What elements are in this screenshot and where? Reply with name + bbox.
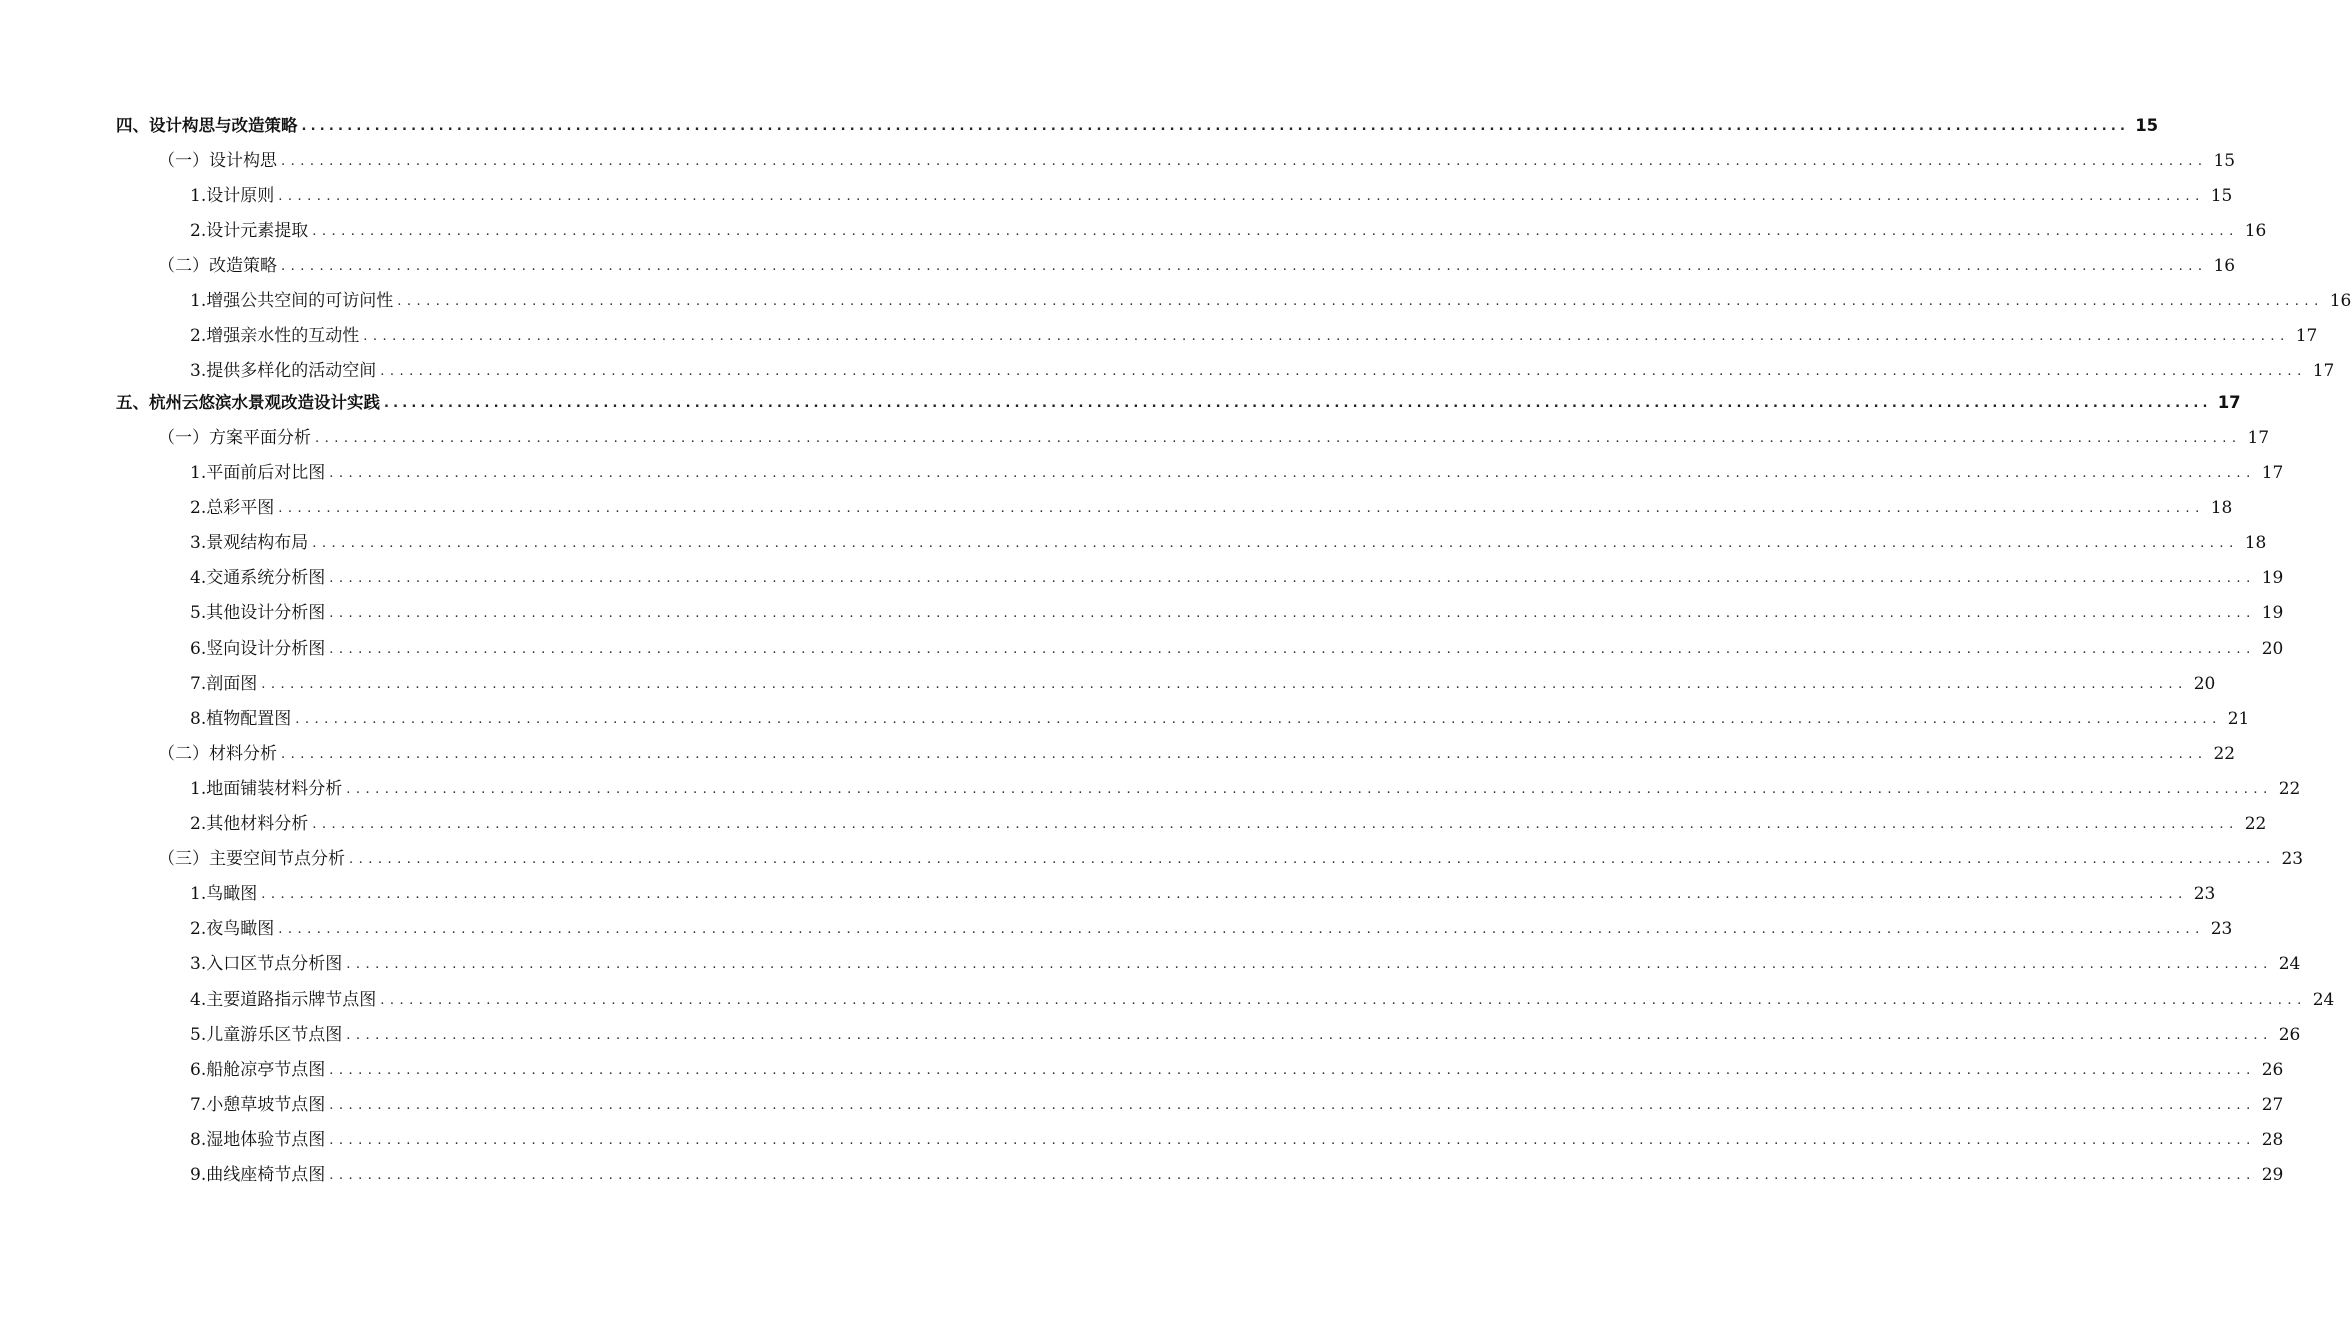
toc-dot-leader: ........................................................................................................................................................................................................ bbox=[380, 364, 2307, 379]
toc-entry-page-number: 23 bbox=[2193, 884, 2216, 904]
toc-entry[interactable] bbox=[190, 493, 2233, 519]
toc-entry-page-number: 23 bbox=[2210, 919, 2233, 939]
toc-entry-label: 9.曲线座椅节点图 bbox=[190, 1165, 326, 1185]
toc-entry-page-number: 22 bbox=[2244, 814, 2267, 834]
toc-entry[interactable] bbox=[190, 1125, 2284, 1151]
toc-entry-label: 1.平面前后对比图 bbox=[190, 463, 326, 483]
toc-dot-leader: ........................................................................................................................................................................................................ bbox=[312, 536, 2239, 551]
toc-entry-page-number: 17 bbox=[2217, 393, 2241, 412]
toc-entry[interactable] bbox=[158, 423, 2270, 449]
toc-entry[interactable] bbox=[116, 388, 2241, 414]
toc-entry-label: （三）主要空间节点分析 bbox=[158, 849, 345, 869]
toc-entry-page-number: 24 bbox=[2312, 990, 2335, 1010]
toc-entry[interactable] bbox=[190, 985, 2335, 1011]
toc-dot-leader: ........................................................................................................................................................................................................ bbox=[397, 294, 2324, 309]
toc-dot-leader: ........................................................................................................................................................................................................ bbox=[278, 501, 2205, 516]
toc-entry[interactable] bbox=[190, 1055, 2284, 1081]
toc-entry-label: 2.总彩平图 bbox=[190, 498, 275, 518]
toc-entry-label: 2.增强亲水性的互动性 bbox=[190, 326, 360, 346]
toc-entry[interactable] bbox=[190, 1160, 2284, 1186]
toc-entry-page-number: 27 bbox=[2261, 1095, 2284, 1115]
toc-dot-leader: ........................................................................................................................................................................................................ bbox=[278, 922, 2205, 937]
toc-dot-leader: ........................................................................................................................................................................................................ bbox=[346, 957, 2273, 972]
toc-dot-leader: ........................................................................................................................................................................................................ bbox=[329, 642, 2256, 657]
toc-entry[interactable] bbox=[190, 216, 2267, 242]
toc-entry[interactable] bbox=[190, 669, 2216, 695]
toc-entry[interactable] bbox=[190, 634, 2284, 660]
toc-entry[interactable] bbox=[190, 356, 2335, 382]
toc-entry[interactable] bbox=[190, 528, 2267, 554]
toc-entry-label: 5.其他设计分析图 bbox=[190, 603, 326, 623]
toc-entry[interactable] bbox=[158, 844, 2304, 870]
toc-entry-page-number: 17 bbox=[2295, 326, 2318, 346]
toc-entry-page-number: 19 bbox=[2261, 603, 2284, 623]
toc-entry-label: 1.鸟瞰图 bbox=[190, 884, 258, 904]
toc-entry-page-number: 17 bbox=[2247, 428, 2270, 448]
toc-entry-label: 1.地面铺装材料分析 bbox=[190, 779, 343, 799]
toc-dot-leader: ........................................................................................................................................................................................................ bbox=[329, 1168, 2256, 1183]
toc-entry-page-number: 29 bbox=[2261, 1165, 2284, 1185]
toc-dot-leader: ........................................................................................................................................................................................................ bbox=[329, 1098, 2256, 1113]
toc-entry-page-number: 21 bbox=[2227, 709, 2250, 729]
toc-entry-label: 4.交通系统分析图 bbox=[190, 568, 326, 588]
toc-entry-page-number: 16 bbox=[2213, 256, 2236, 276]
toc-entry-label: （二）改造策略 bbox=[158, 256, 277, 276]
toc-entry-page-number: 23 bbox=[2281, 849, 2304, 869]
toc-entry-page-number: 19 bbox=[2261, 568, 2284, 588]
toc-dot-leader: ........................................................................................................................................................................................................ bbox=[380, 993, 2307, 1008]
toc-entry-label: （一）方案平面分析 bbox=[158, 428, 311, 448]
toc-entry[interactable] bbox=[190, 1090, 2284, 1116]
toc-entry-page-number: 17 bbox=[2312, 361, 2335, 381]
toc-dot-leader: ........................................................................................................................................................................................................ bbox=[329, 606, 2256, 621]
toc-dot-leader: ........................................................................................................................................................................................................ bbox=[346, 1028, 2273, 1043]
toc-entry-page-number: 16 bbox=[2244, 221, 2267, 241]
toc-entry[interactable] bbox=[158, 251, 2236, 277]
toc-entry-label: 7.剖面图 bbox=[190, 674, 258, 694]
toc-entry-label: （二）材料分析 bbox=[158, 744, 277, 764]
toc-entry[interactable] bbox=[158, 739, 2236, 765]
toc-dot-leader: ........................................................................................................................................................................................................ bbox=[349, 852, 2276, 867]
toc-entry[interactable] bbox=[190, 774, 2301, 800]
toc-dot-leader: ........................................................................................................................................................................................................ bbox=[315, 431, 2242, 446]
toc-dot-leader: ........................................................................................................................................................................................................ bbox=[295, 712, 2222, 727]
toc-entry-page-number: 15 bbox=[2210, 186, 2233, 206]
toc-entry[interactable] bbox=[190, 1020, 2301, 1046]
toc-entry-page-number: 20 bbox=[2261, 639, 2284, 659]
toc-entry-label: （一）设计构思 bbox=[158, 151, 277, 171]
toc-entry-page-number: 17 bbox=[2261, 463, 2284, 483]
toc-dot-leader: ........................................................................................................................................................................................................ bbox=[261, 677, 2188, 692]
toc-dot-leader: ........................................................................................................................................................................................................ bbox=[329, 1063, 2256, 1078]
toc-entry-label: 1.增强公共空间的可访问性 bbox=[190, 291, 394, 311]
toc-dot-leader: ........................................................................................................................................................................................................ bbox=[346, 782, 2273, 797]
toc-dot-leader: ........................................................................................................................................................................................................ bbox=[363, 329, 2290, 344]
toc-dot-leader: ........................................................................................................................................................................................................ bbox=[312, 817, 2239, 832]
toc-entry-page-number: 24 bbox=[2278, 954, 2301, 974]
toc-dot-leader: ........................................................................................................................................................................................................ bbox=[278, 189, 2205, 204]
toc-dot-leader: ........................................................................................................................................................................................................ bbox=[329, 466, 2256, 481]
toc-entry-label: 2.夜鸟瞰图 bbox=[190, 919, 275, 939]
toc-entry-label: 3.景观结构布局 bbox=[190, 533, 309, 553]
toc-entry-page-number: 15 bbox=[2135, 116, 2159, 135]
toc-dot-leader: ........................................................................................................................................................................................................ bbox=[261, 887, 2188, 902]
toc-entry-label: 6.竖向设计分析图 bbox=[190, 639, 326, 659]
toc-entry-label: 3.提供多样化的活动空间 bbox=[190, 361, 377, 381]
toc-entry[interactable] bbox=[190, 809, 2267, 835]
toc-entry-label: 1.设计原则 bbox=[190, 186, 275, 206]
toc-entry[interactable] bbox=[190, 914, 2233, 940]
toc-entry-label: 2.设计元素提取 bbox=[190, 221, 309, 241]
toc-entry[interactable] bbox=[190, 879, 2216, 905]
toc-entry-page-number: 22 bbox=[2213, 744, 2236, 764]
toc-entry-page-number: 26 bbox=[2278, 1025, 2301, 1045]
toc-entry-label: 6.船舱凉亭节点图 bbox=[190, 1060, 326, 1080]
toc-entry[interactable] bbox=[190, 563, 2284, 589]
toc-entry[interactable] bbox=[190, 181, 2233, 207]
toc-entry[interactable] bbox=[190, 286, 2351, 312]
toc-entry-label: 7.小憩草坡节点图 bbox=[190, 1095, 326, 1115]
toc-entry-label: 四、设计构思与改造策略 bbox=[116, 116, 298, 135]
toc-entry-page-number: 26 bbox=[2261, 1060, 2284, 1080]
toc-entry-page-number: 28 bbox=[2261, 1130, 2284, 1150]
toc-dot-leader: ........................................................................................................................................................................................................ bbox=[329, 571, 2256, 586]
toc-entry-page-number: 20 bbox=[2193, 674, 2216, 694]
toc-entry-page-number: 16 bbox=[2329, 291, 2351, 311]
toc-entry-label: 3.入口区节点分析图 bbox=[190, 954, 343, 974]
toc-dot-leader: ........................................................................................................................................................................................................ bbox=[384, 396, 2212, 411]
toc-dot-leader: ........................................................................................................................................................................................................ bbox=[281, 747, 2208, 762]
toc-entry-label: 8.植物配置图 bbox=[190, 709, 292, 729]
toc-entry-page-number: 22 bbox=[2278, 779, 2301, 799]
toc-dot-leader: ........................................................................................................................................................................................................ bbox=[301, 119, 2130, 134]
toc-entry[interactable] bbox=[190, 458, 2284, 484]
toc-entry-label: 五、杭州云悠滨水景观改造设计实践 bbox=[116, 393, 380, 412]
toc-entry[interactable] bbox=[190, 949, 2301, 975]
toc-entry-page-number: 18 bbox=[2210, 498, 2233, 518]
toc-entry-label: 4.主要道路指示牌节点图 bbox=[190, 990, 377, 1010]
toc-dot-leader: ........................................................................................................................................................................................................ bbox=[281, 259, 2208, 274]
toc-entry-label: 8.湿地体验节点图 bbox=[190, 1130, 326, 1150]
toc-dot-leader: ........................................................................................................................................................................................................ bbox=[281, 154, 2208, 169]
toc-dot-leader: ........................................................................................................................................................................................................ bbox=[312, 224, 2239, 239]
toc-dot-leader: ........................................................................................................................................................................................................ bbox=[329, 1133, 2256, 1148]
toc-entry-page-number: 15 bbox=[2213, 151, 2236, 171]
toc-entry[interactable] bbox=[190, 321, 2318, 347]
toc-entry[interactable] bbox=[158, 146, 2236, 172]
toc-entry[interactable] bbox=[116, 111, 2159, 137]
toc-entry-page-number: 18 bbox=[2244, 533, 2267, 553]
toc-entry-label: 5.儿童游乐区节点图 bbox=[190, 1025, 343, 1045]
toc-entry[interactable] bbox=[190, 704, 2250, 730]
toc-entry-label: 2.其他材料分析 bbox=[190, 814, 309, 834]
toc-entry[interactable] bbox=[190, 598, 2284, 624]
